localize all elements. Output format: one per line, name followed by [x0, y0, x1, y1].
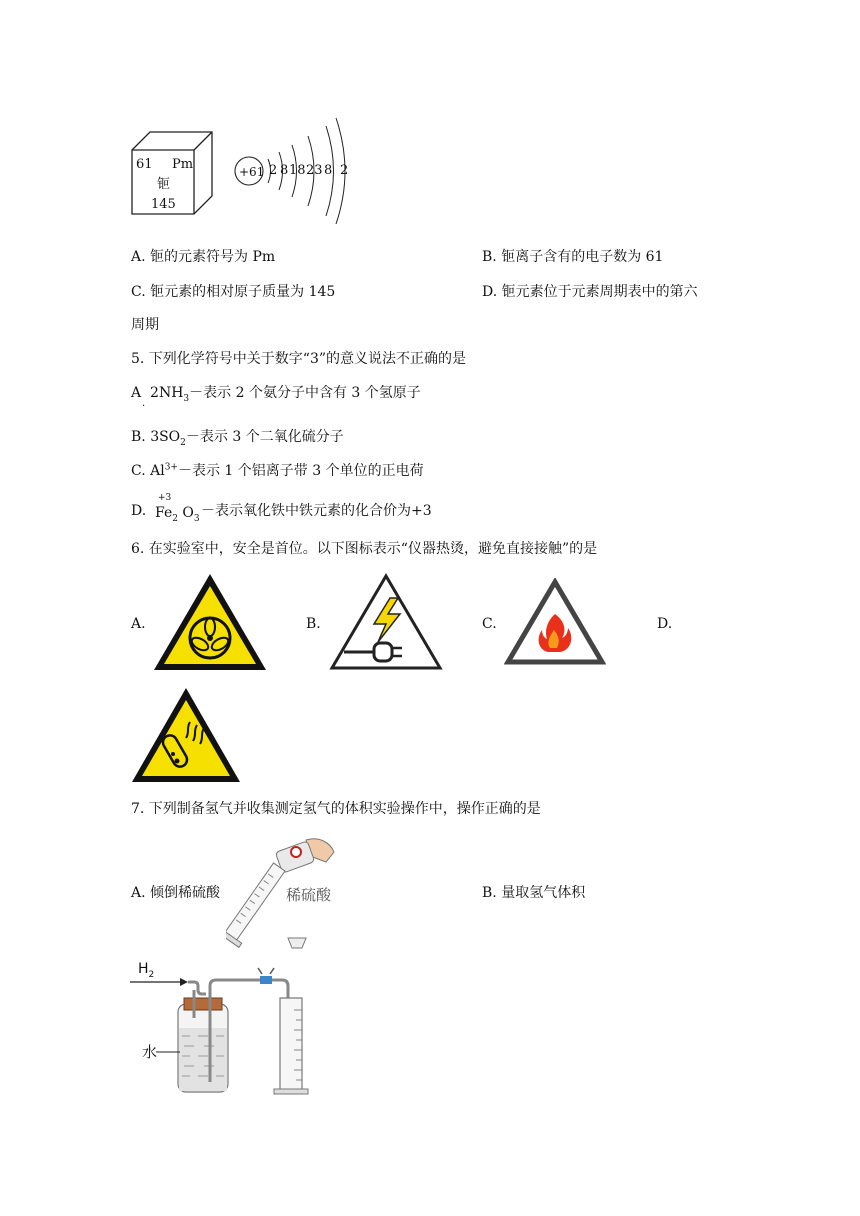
q5-option-b-sub: 2 — [180, 437, 186, 448]
shell-3: 18 — [289, 163, 306, 178]
q7-option-a: A. 倾倒稀硫酸 — [131, 885, 221, 901]
q4-option-a: A. 钷的元素符号为 Pm — [131, 249, 276, 265]
q6-label-c: C. — [482, 616, 497, 632]
q5-stem: 5. 下列化学符号中关于数字“3”的意义说法不正确的是 — [131, 351, 467, 367]
element-mass: 145 — [151, 197, 176, 212]
q4-option-b: B. 钷离子含有的电子数为 61 — [482, 249, 664, 265]
electric-warning-icon — [328, 572, 444, 672]
shell-2: 8 — [280, 163, 289, 178]
acid-bottle-label: 稀硫酸 — [286, 886, 332, 904]
element-symbol: Pm — [172, 157, 194, 172]
q4-option-d-continuation: 周期 — [131, 317, 159, 333]
shell-1: 2 — [269, 163, 278, 178]
shell-5: 8 — [324, 163, 333, 178]
q5-option-c-sup: 3+ — [164, 462, 178, 473]
q5-option-d-charge: +3 — [158, 493, 172, 503]
q6-label-b: B. — [306, 616, 321, 632]
flammable-warning-icon — [504, 578, 606, 666]
q6-label-a: A. — [131, 616, 146, 632]
q6-label-d: D. — [657, 616, 673, 632]
element-name: 钷 — [157, 177, 171, 192]
element-card-figure — [128, 128, 228, 220]
q5-option-a-text: －表示 2 个氨分子中含有 3 个氢原子 — [189, 385, 421, 401]
q5-option-d-o: O — [182, 505, 194, 521]
q5-option-d-o-sub: 3 — [193, 513, 200, 524]
q5-option-c-text: －表示 1 个铝离子带 3 个单位的正电荷 — [177, 463, 424, 479]
fan-warning-icon — [152, 572, 268, 672]
q5-option-a-dot: · — [142, 401, 146, 412]
q4-option-c: C. 钷元素的相对原子质量为 145 — [131, 284, 336, 300]
q5-option-d-prefix: D. — [131, 503, 147, 519]
q5-option-d-formula — [155, 504, 200, 522]
q5-option-a — [131, 384, 421, 402]
shell-4: 23 — [306, 163, 323, 178]
shell-6: 2 — [340, 163, 349, 178]
q5-option-b-text: －表示 3 个二氧化硫分子 — [185, 429, 344, 445]
q5-option-b-prefix: B. 3SO — [131, 429, 181, 445]
q5-option-d-fe-sub: 2 — [172, 513, 178, 524]
q5-option-a-prefix: A — [131, 385, 142, 401]
q5-option-a-sub: 3 — [183, 393, 190, 404]
q5-option-c-prefix: C. Al — [131, 463, 165, 479]
q4-option-d: D. 钷元素位于元素周期表中的第六 — [482, 284, 698, 300]
q7-stem: 7. 下列制备氢气并收集测定氢气的体积实验操作中，操作正确的是 — [131, 801, 541, 817]
gas-collection-figure — [128, 958, 338, 1098]
q6-stem: 6. 在实验室中，安全是首位。以下图标表示“仪器热烫，避免直接接触”的是 — [131, 541, 598, 557]
gas-inlet-label — [138, 960, 154, 978]
nucleus-charge: +61 — [239, 165, 265, 179]
gas-formula-sub: 2 — [148, 969, 155, 980]
q5-option-d-fe: Fe — [155, 505, 173, 521]
q5-option-a-formula: 2NH — [150, 385, 184, 401]
gas-formula: H — [138, 961, 149, 977]
q7-option-b: B. 量取氢气体积 — [482, 885, 586, 901]
element-number: 61 — [136, 157, 153, 172]
hot-apparatus-warning-icon — [130, 686, 242, 784]
q5-option-b — [131, 428, 344, 446]
water-label: 水 — [142, 1043, 158, 1061]
q5-option-d-text: －表示氧化铁中铁元素的化合价为+3 — [201, 503, 432, 519]
q5-option-c — [131, 462, 424, 480]
